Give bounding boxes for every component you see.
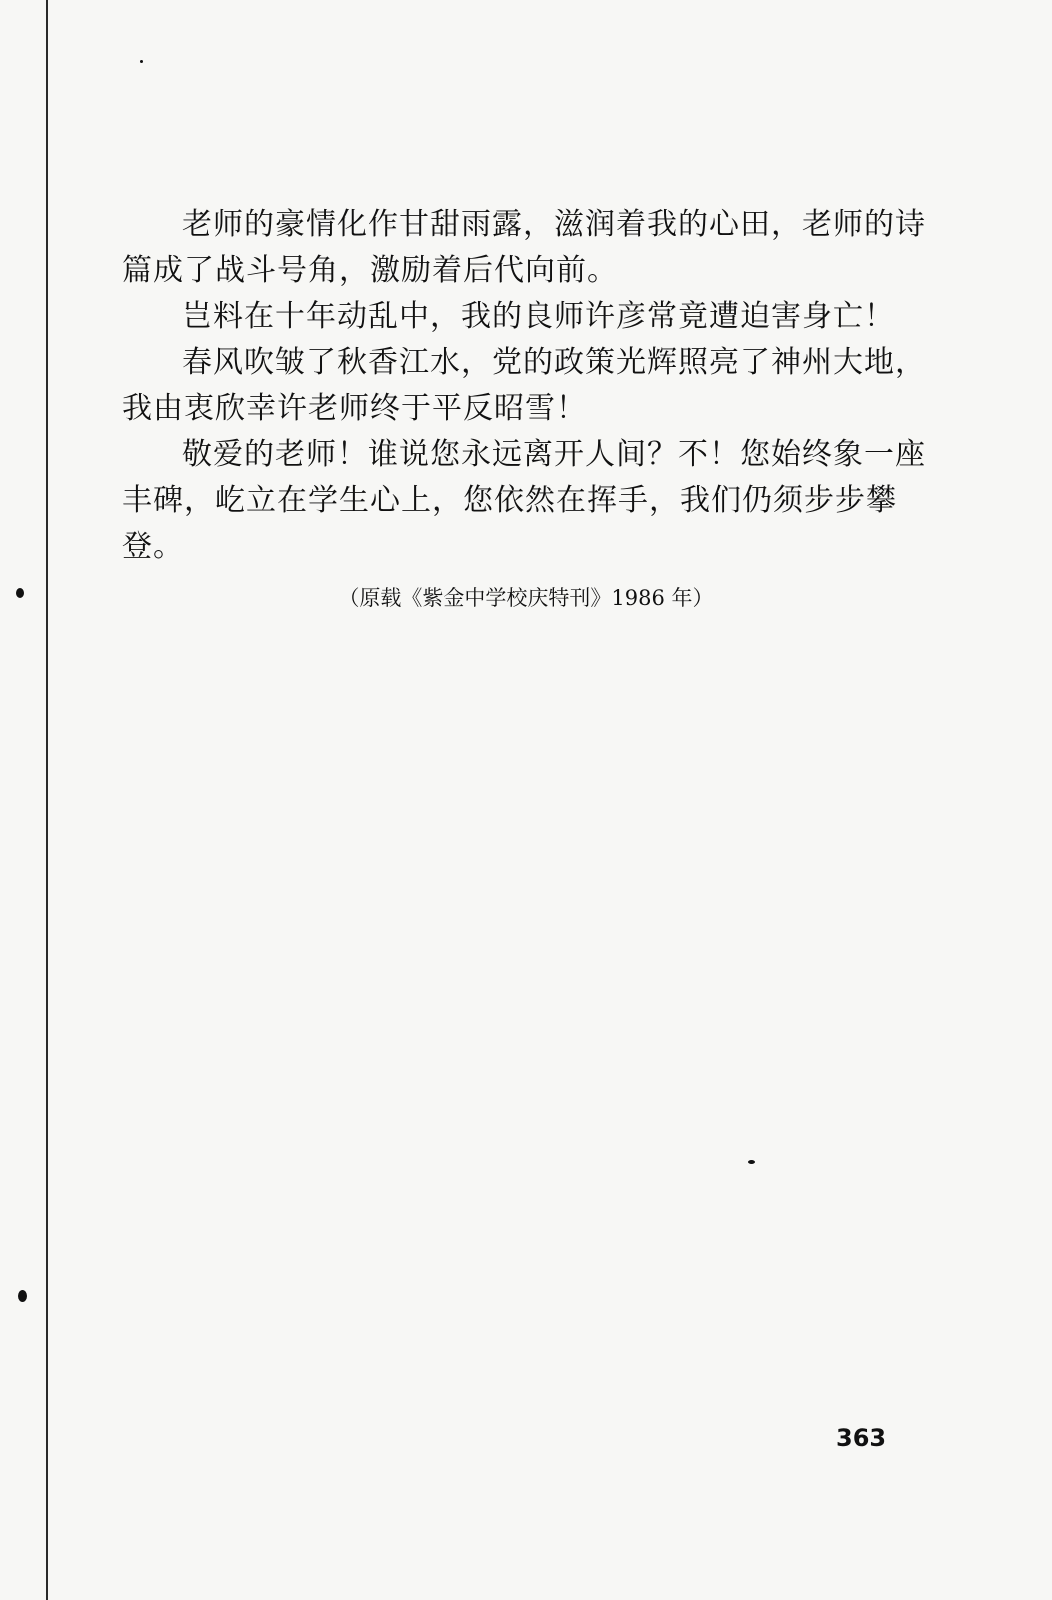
paragraph: 老师的豪情化作甘甜雨露，滋润着我的心田，老师的诗篇成了战斗号角，激励着后代向前。	[122, 207, 926, 288]
paragraph: 春风吹皱了秋香江水，党的政策光辉照亮了神州大地，我由衷欣幸许老师终于平反昭雪！	[122, 345, 926, 426]
article-body	[122, 202, 942, 570]
paragraph: 敬爱的老师！谁说您永远离开人间？不！您始终象一座丰碑，屹立在学生心上，您依然在挥手，我们仍须步步攀登。	[122, 437, 926, 564]
binding-margin-line	[46, 0, 48, 1600]
ink-speck	[140, 60, 143, 63]
page-number: 363	[836, 1424, 887, 1452]
ink-speck	[748, 1160, 755, 1164]
ink-speck	[18, 1290, 27, 1302]
paragraph: 岂料在十年动乱中，我的良师许彦常竟遭迫害身亡！	[182, 299, 895, 334]
source-note: （原载《紫金中学校庆特刊》1986 年）	[338, 586, 714, 610]
